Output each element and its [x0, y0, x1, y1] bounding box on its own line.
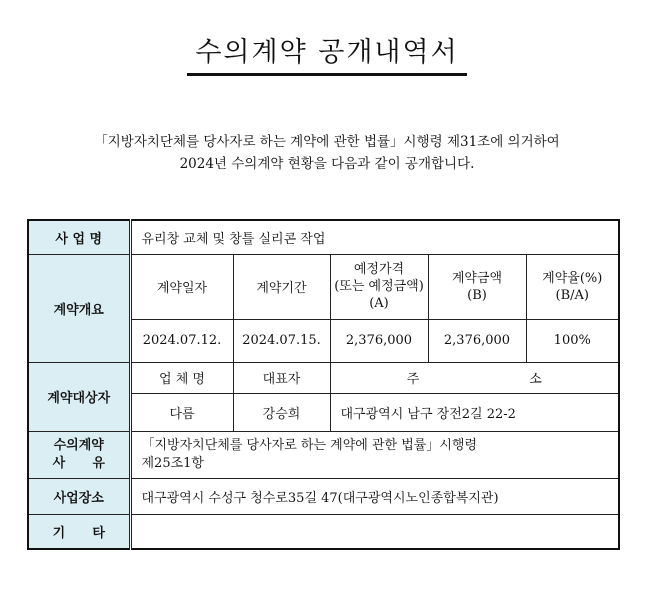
project-name-label: 사 업 명 — [28, 220, 130, 254]
overview-label: 계약개요 — [28, 254, 130, 362]
location-value: 대구광역시 수성구 청수로35길 47(대구광역시노인종합복지관) — [130, 478, 619, 514]
header-amount-line2: (B) — [467, 287, 487, 303]
intro-line-1: 「지방자치단체를 당사자로 하는 계약에 관한 법률」시행령 제31조에 의거하여 — [94, 134, 560, 150]
row-location — [28, 478, 619, 514]
row-etc — [28, 514, 619, 549]
header-contract-period: 계약기간 — [233, 254, 330, 319]
location-label: 사업장소 — [28, 478, 130, 514]
value-estimate: 2,376,000 — [330, 319, 428, 362]
contractor-label: 계약대상자 — [28, 362, 130, 431]
header-address — [330, 362, 619, 393]
project-name-value: 유리창 교체 및 창틀 실리콘 작업 — [130, 220, 619, 254]
contract-table — [27, 219, 620, 550]
value-amount: 2,376,000 — [428, 319, 526, 362]
reason-label-line1: 수의계약 — [53, 437, 104, 453]
value-rate: 100% — [526, 319, 619, 362]
page-title: 수의계약 공개내역서 — [187, 36, 466, 76]
value-address: 대구광역시 남구 장전2길 22-2 — [330, 393, 619, 431]
header-rate-line1: 계약율(%) — [542, 270, 603, 286]
value-contract-date: 2024.07.12. — [130, 319, 233, 362]
value-company: 다름 — [130, 393, 233, 431]
intro-paragraph — [20, 131, 634, 175]
header-amount — [428, 254, 526, 319]
header-address-a: 주 — [406, 372, 420, 387]
header-estimate — [330, 254, 428, 319]
row-reason — [28, 431, 619, 478]
value-ceo: 강승희 — [233, 393, 330, 431]
header-address-b: 소 — [529, 372, 542, 387]
header-rate — [526, 254, 619, 319]
value-contract-period: 2024.07.15. — [233, 319, 330, 362]
row-contractor-headers — [28, 362, 619, 393]
reason-value-line1: 「지방자치단체를 당사자로 하는 계약에 관한 법률」시행령 — [141, 437, 477, 453]
header-rate-line2: (B/A) — [555, 287, 589, 303]
reason-label-line2: 사 유 — [52, 455, 105, 471]
header-estimate-line1: 예정가격 — [353, 262, 405, 277]
etc-label: 기 타 — [28, 514, 130, 549]
header-contract-date: 계약일자 — [130, 254, 233, 319]
etc-value — [130, 514, 619, 549]
header-company: 업 체 명 — [130, 362, 233, 393]
reason-value-line2: 제25조1항 — [141, 455, 204, 471]
reason-value — [130, 431, 619, 478]
header-amount-line1: 계약금액 — [451, 270, 503, 286]
page-title-wrap — [0, 36, 654, 76]
reason-label — [28, 431, 130, 478]
header-estimate-line2: (또는 예정금액) — [334, 279, 424, 294]
header-estimate-line3: (A) — [369, 296, 389, 311]
row-overview-headers — [28, 254, 619, 319]
row-project-name — [28, 220, 619, 254]
intro-line-2: 2024년 수의계약 현황을 다음과 같이 공개합니다. — [179, 156, 475, 172]
header-ceo: 대표자 — [233, 362, 330, 393]
